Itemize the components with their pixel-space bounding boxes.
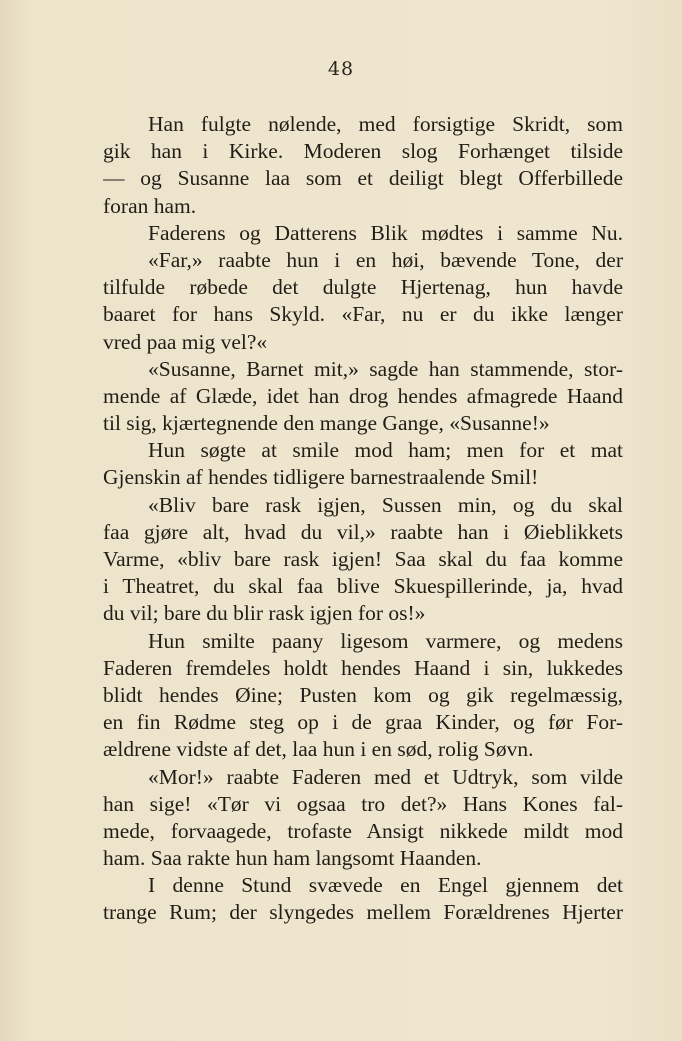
text-line: til sig, kjærtegnende den mange Gange, «Susanne!»: [103, 411, 550, 436]
text-line: en fin Rødme steg op i de graa Kinder, og før For-: [103, 710, 623, 735]
text-line: han sige! «Tør vi ogsaa tro det?» Hans Kones fal-: [103, 791, 623, 816]
text-line: «Susanne, Barnet mit,» sagde han stammende, stor-: [148, 356, 623, 381]
text-line: Faderen fremdeles holdt hendes Haand i sin, lukkedes: [103, 655, 623, 680]
page-number: 48: [327, 58, 355, 80]
text-line: Faderens og Datterens Blik mødtes i samme Nu.: [148, 220, 623, 245]
text-line: «Bliv bare rask igjen, Sussen min, og du skal: [148, 492, 623, 517]
text-line: mede, forvaagede, trofaste Ansigt nikkede mildt mod: [103, 818, 623, 843]
text-line: gik han i Kirke. Moderen slog Forhænget tilside: [103, 139, 623, 164]
text-line: tilfulde røbede det dulgte Hjertenag, hun havde: [103, 275, 623, 300]
text-line: Hun smilte paany ligesom varmere, og medens: [148, 628, 623, 653]
text-line: Han fulgte nølende, med forsigtige Skridt, som: [148, 112, 623, 136]
text-line: Hun søgte at smile mod ham; men for et mat: [148, 438, 623, 463]
text-line: mende af Glæde, idet han drog hendes afmagrede Haand: [103, 383, 623, 408]
text-line: Varme, «bliv bare rask igjen! Saa skal du faa komme: [103, 547, 623, 571]
text-line: ham. Saa rakte hun ham langsomt Haanden.: [103, 846, 482, 871]
text-line: du vil; bare du blir rask igjen for os!»: [103, 601, 426, 626]
text-line: faa gjøre alt, hvad du vil,» raabte han i Øieblikkets: [103, 519, 623, 544]
text-line: foran ham.: [103, 193, 197, 218]
text-line: trange Rum; der slyngedes mellem Forældrenes Hjerter: [103, 900, 623, 925]
text-line: Gjenskin af hendes tidligere barnestraalende Smil!: [103, 465, 539, 490]
text-line: baaret for hans Skyld. «Far, nu er du ikke længer: [103, 302, 623, 327]
text-line: «Mor!» raabte Faderen med et Udtryk, som vilde: [148, 764, 623, 789]
text-line: i Theatret, du skal faa blive Skuespillerinde, ja, hvad: [103, 574, 623, 599]
text-line: vred paa mig vel?«: [103, 329, 268, 354]
text-line: I denne Stund svævede en Engel gjennem det: [148, 873, 623, 898]
body-text: [103, 111, 623, 927]
text-line: «Far,» raabte hun i en høi, bævende Tone, der: [148, 247, 623, 272]
text-line: blidt hendes Øine; Pusten kom og gik regelmæssig,: [103, 682, 623, 707]
text-line: ældrene vidste af det, laa hun i en sød, rolig Søvn.: [103, 737, 534, 762]
text-line: — og Susanne laa som et deiligt blegt Offerbillede: [103, 166, 623, 191]
